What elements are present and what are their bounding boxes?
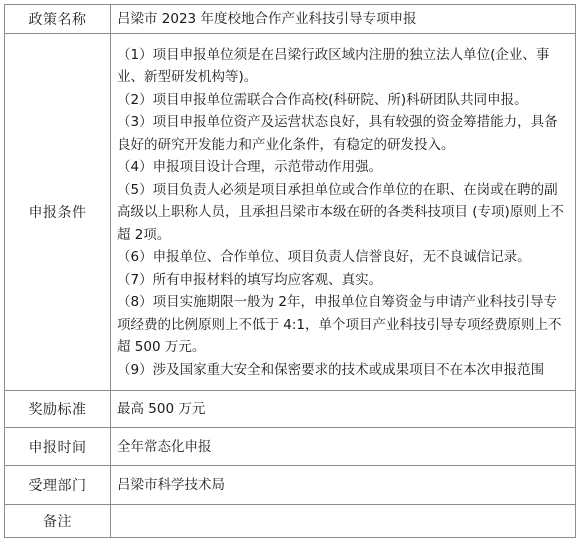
conditions-label: 申报条件 <box>5 34 111 391</box>
condition-item: （5）项目负责人必须是项目承担单位或合作单位的在职、在岗或在聘的副高级以上职称人员，且承担吕梁市本级在研的各类科技项目 (专项)原则上不超 2项。 <box>117 181 564 243</box>
policy-table <box>4 4 576 538</box>
award-label: 奖励标准 <box>5 391 111 428</box>
conditions-value <box>111 34 576 391</box>
row-time <box>5 428 576 466</box>
row-award <box>5 391 576 428</box>
policy-name-value: 吕梁市 2023 年度校地合作产业科技引导专项申报 <box>111 5 576 34</box>
note-label: 备注 <box>5 505 111 538</box>
department-value: 吕梁市科学技术局 <box>111 466 576 505</box>
condition-item: （8）项目实施期限一般为 2年，申报单位自筹资金与申请产业科技引导专项经费的比例原则上不低于 4:1，单个项目产业科技引导专项经费原则上不超 500 万元。 <box>117 294 562 356</box>
row-policy-name <box>5 5 576 34</box>
row-department <box>5 466 576 505</box>
row-note <box>5 505 576 538</box>
time-label: 申报时间 <box>5 428 111 466</box>
condition-item: （2）项目申报单位需联合合作高校(科研院、所)科研团队共同申报。 <box>117 91 528 108</box>
award-value: 最高 500 万元 <box>111 391 576 428</box>
note-value <box>111 505 576 538</box>
condition-item: （1）项目申报单位须是在吕梁行政区域内注册的独立法人单位(企业、事业、新型研发机构等)。 <box>117 46 550 86</box>
time-value: 全年常态化申报 <box>111 428 576 466</box>
row-conditions <box>5 34 576 391</box>
department-label: 受理部门 <box>5 466 111 505</box>
policy-name-label: 政策名称 <box>5 5 111 34</box>
condition-item: （7）所有申报材料的填写均应客观、真实。 <box>117 271 383 288</box>
condition-item: （9）涉及国家重大安全和保密要求的技术或成果项目不在本次申报范围 <box>117 361 545 378</box>
conditions-list <box>117 43 569 382</box>
condition-item: （6）申报单位、合作单位、项目负责人信誉良好，无不良诚信记录。 <box>117 249 531 266</box>
condition-item: （4）申报项目设计合理，示范带动作用强。 <box>117 159 383 176</box>
condition-item: （3）项目申报单位资产及运营状态良好，具有较强的资金筹措能力，具备良好的研究开发能力和产业化条件，有稳定的研发投入。 <box>117 114 558 153</box>
